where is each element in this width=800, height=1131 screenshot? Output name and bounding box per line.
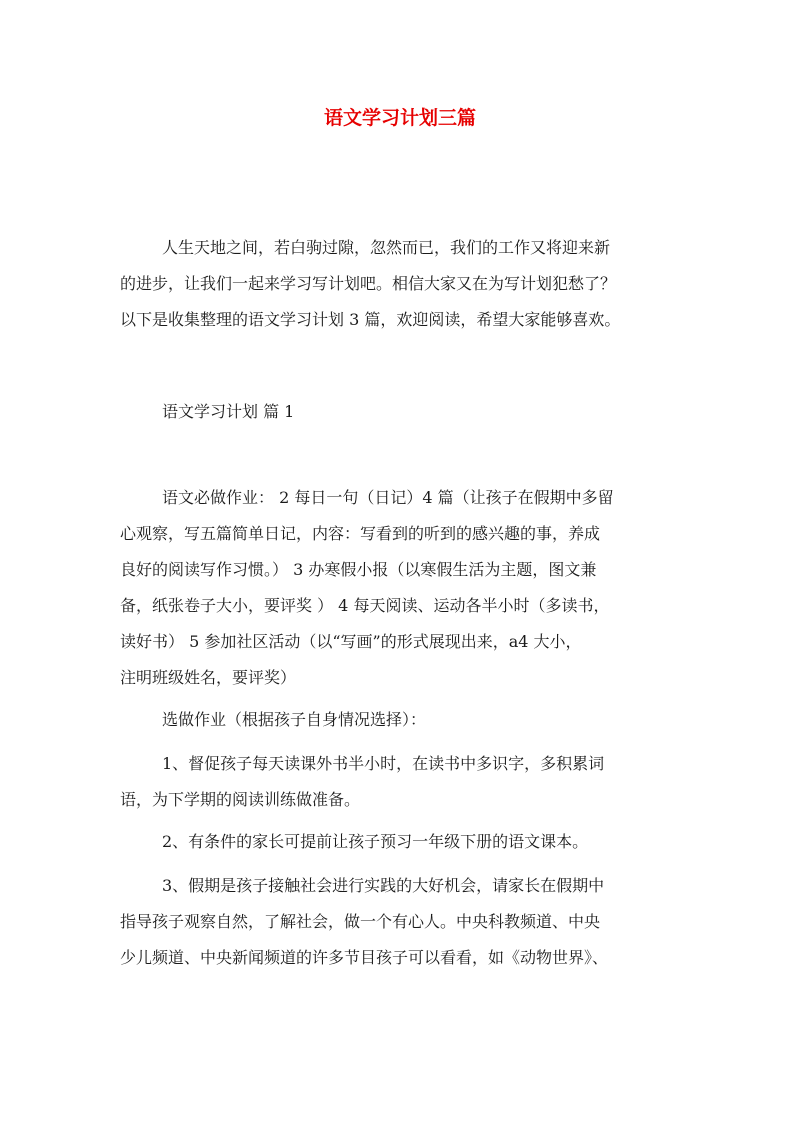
list-item-line: 语，为下学期的阅读训练做准备。 bbox=[120, 790, 361, 809]
paragraph-line: 读好书） 5 参加社区活动（以“写画”的形式展现出来，a4 大小， bbox=[120, 632, 582, 651]
paragraph-line: 良好的阅读写作习惯。） 3 办寒假小报（以寒假生活为主题，图文兼 bbox=[120, 560, 597, 579]
paragraph-line: 备，纸张卷子大小，要评奖 ） 4 每天阅读、运动各半小时（多读书， bbox=[120, 596, 610, 615]
paragraph-line: 的进步，让我们一起来学习写计划吧。相信大家又在为写计划犯愁了？ bbox=[120, 274, 617, 293]
list-item-line: 指导孩子观察自然，了解社会，做一个有心人。中央科教频道、中央 bbox=[120, 912, 601, 931]
list-item-line: 少儿频道、中央新闻频道的许多节目孩子可以看看，如《动物世界》、 bbox=[120, 948, 609, 967]
paragraph-line: 注明班级姓名，要评奖） bbox=[120, 668, 297, 687]
list-item-line: 1、督促孩子每天读课外书半小时，在读书中多识字，多积累词 bbox=[162, 754, 605, 773]
paragraph-line: 选做作业（根据孩子自身情况选择）： bbox=[162, 710, 427, 729]
list-item-line: 2、有条件的家长可提前让孩子预习一年级下册的语文课本。 bbox=[162, 832, 589, 851]
paragraph-line: 语文必做作业： 2 每日一句（日记）4 篇（让孩子在假期中多留 bbox=[162, 488, 614, 507]
paragraph-line: 人生天地之间，若白驹过隙，忽然而已，我们的工作又将迎来新 bbox=[162, 238, 611, 257]
paragraph-line: 以下是收集整理的语文学习计划 3 篇，欢迎阅读，希望大家能够喜欢。 bbox=[120, 310, 621, 329]
document-title: 语文学习计划三篇 bbox=[323, 107, 476, 129]
list-item-line: 3、假期是孩子接触社会进行实践的大好机会，请家长在假期中 bbox=[162, 876, 605, 895]
paragraph-line: 心观察，写五篇简单日记，内容：写看到的听到的感兴趣的事，养成 bbox=[120, 524, 601, 543]
section-heading: 语文学习计划 篇 1 bbox=[162, 402, 295, 421]
